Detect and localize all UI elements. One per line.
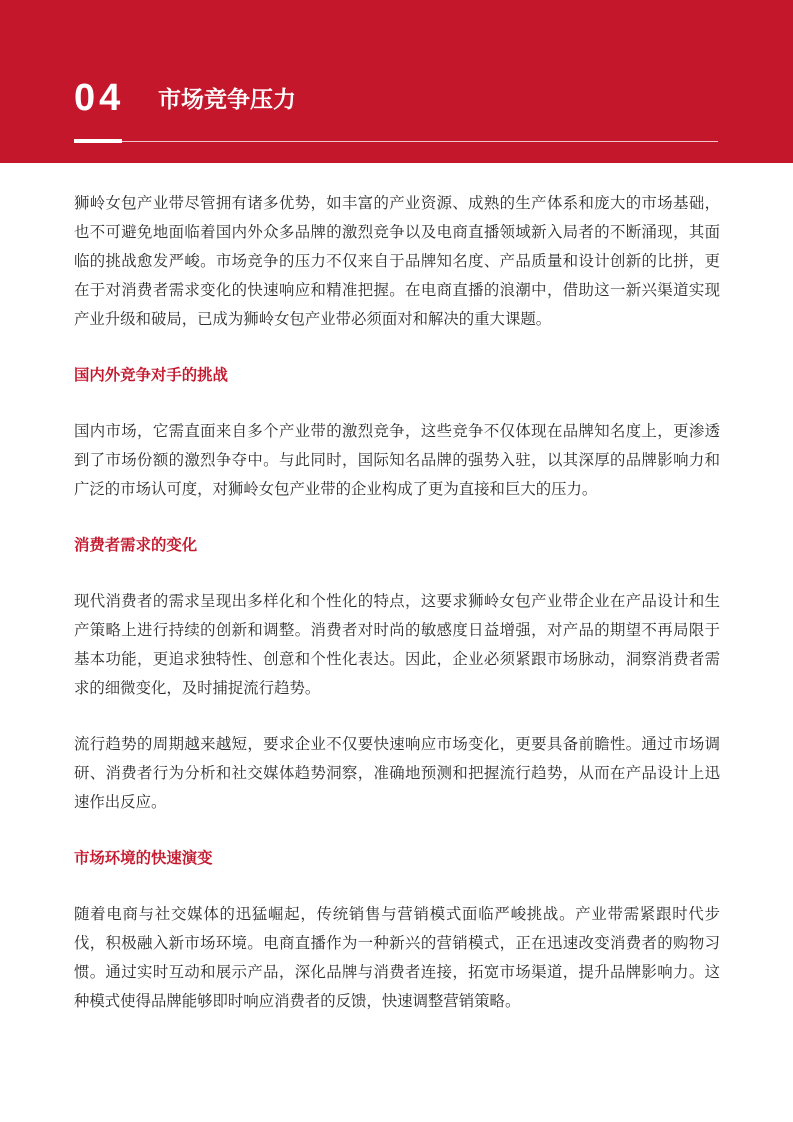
section-paragraph: 现代消费者的需求呈现出多样化和个性化的特点，这要求狮岭女包产业带企业在产品设计和生产策略上进行持续的创新和调整。消费者对时尚的敏感度日益增强，对产品的期望不再局限于基本功能，更追求独特性、创意和个性化表达。因此，企业必须紧跟市场脉动，洞察消费者需求的细微变化，及时捕捉流行趋势。 bbox=[74, 592, 720, 697]
header-rule-line bbox=[122, 141, 718, 142]
section-consumer-demand bbox=[74, 531, 720, 817]
section-heading: 市场环境的快速演变 bbox=[74, 849, 213, 867]
chapter-header-banner bbox=[0, 0, 793, 163]
intro-paragraph: 狮岭女包产业带尽管拥有诸多优势，如丰富的产业资源、成熟的生产体系和庞大的市场基础，也不可避免地面临着国内外众多品牌的激烈竞争以及电商直播领域新入局者的不断涌现，其面临的挑战愈发严峻。市场竞争的压力不仅来自于品牌知名度、产品质量和设计创新的比拼，更在于对消费者需求变化的快速响应和精准把握。在电商直播的浪潮中，借助这一新兴渠道实现产业升级和破局，已成为狮岭女包产业带必须面对和解决的重大课题。 bbox=[74, 194, 720, 328]
page-body bbox=[74, 189, 720, 1016]
section-market-environment bbox=[74, 844, 720, 1016]
chapter-title: 市场竞争压力 bbox=[158, 87, 296, 113]
section-paragraph: 流行趋势的周期越来越短，要求企业不仅要快速响应市场变化，更要具备前瞻性。通过市场调研、消费者行为分析和社交媒体趋势洞察，准确地预测和把握流行趋势，从而在产品设计上迅速作出反应。 bbox=[74, 735, 720, 811]
section-paragraph: 随着电商与社交媒体的迅猛崛起，传统销售与营销模式面临严峻挑战。产业带需紧跟时代步伐，积极融入新市场环境。电商直播作为一种新兴的营销模式，正在迅速改变消费者的购物习惯。通过实时互动和展示产品，深化品牌与消费者连接，拓宽市场渠道，提升品牌影响力。这种模式使得品牌能够即时响应消费者的反馈，快速调整营销策略。 bbox=[74, 905, 720, 1010]
chapter-number: 04 bbox=[74, 77, 125, 119]
section-paragraph: 国内市场，它需直面来自多个产业带的激烈竞争，这些竞争不仅体现在品牌知名度上，更渗透到了市场份额的激烈争夺中。与此同时，国际知名品牌的强势入驻，以其深厚的品牌影响力和广泛的市场认可度，对狮岭女包产业带的企业构成了更为直接和巨大的压力。 bbox=[74, 422, 720, 498]
section-heading: 消费者需求的变化 bbox=[74, 536, 198, 554]
header-rule-accent bbox=[74, 139, 122, 143]
section-competitors bbox=[74, 361, 720, 504]
section-heading: 国内外竞争对手的挑战 bbox=[74, 366, 228, 384]
